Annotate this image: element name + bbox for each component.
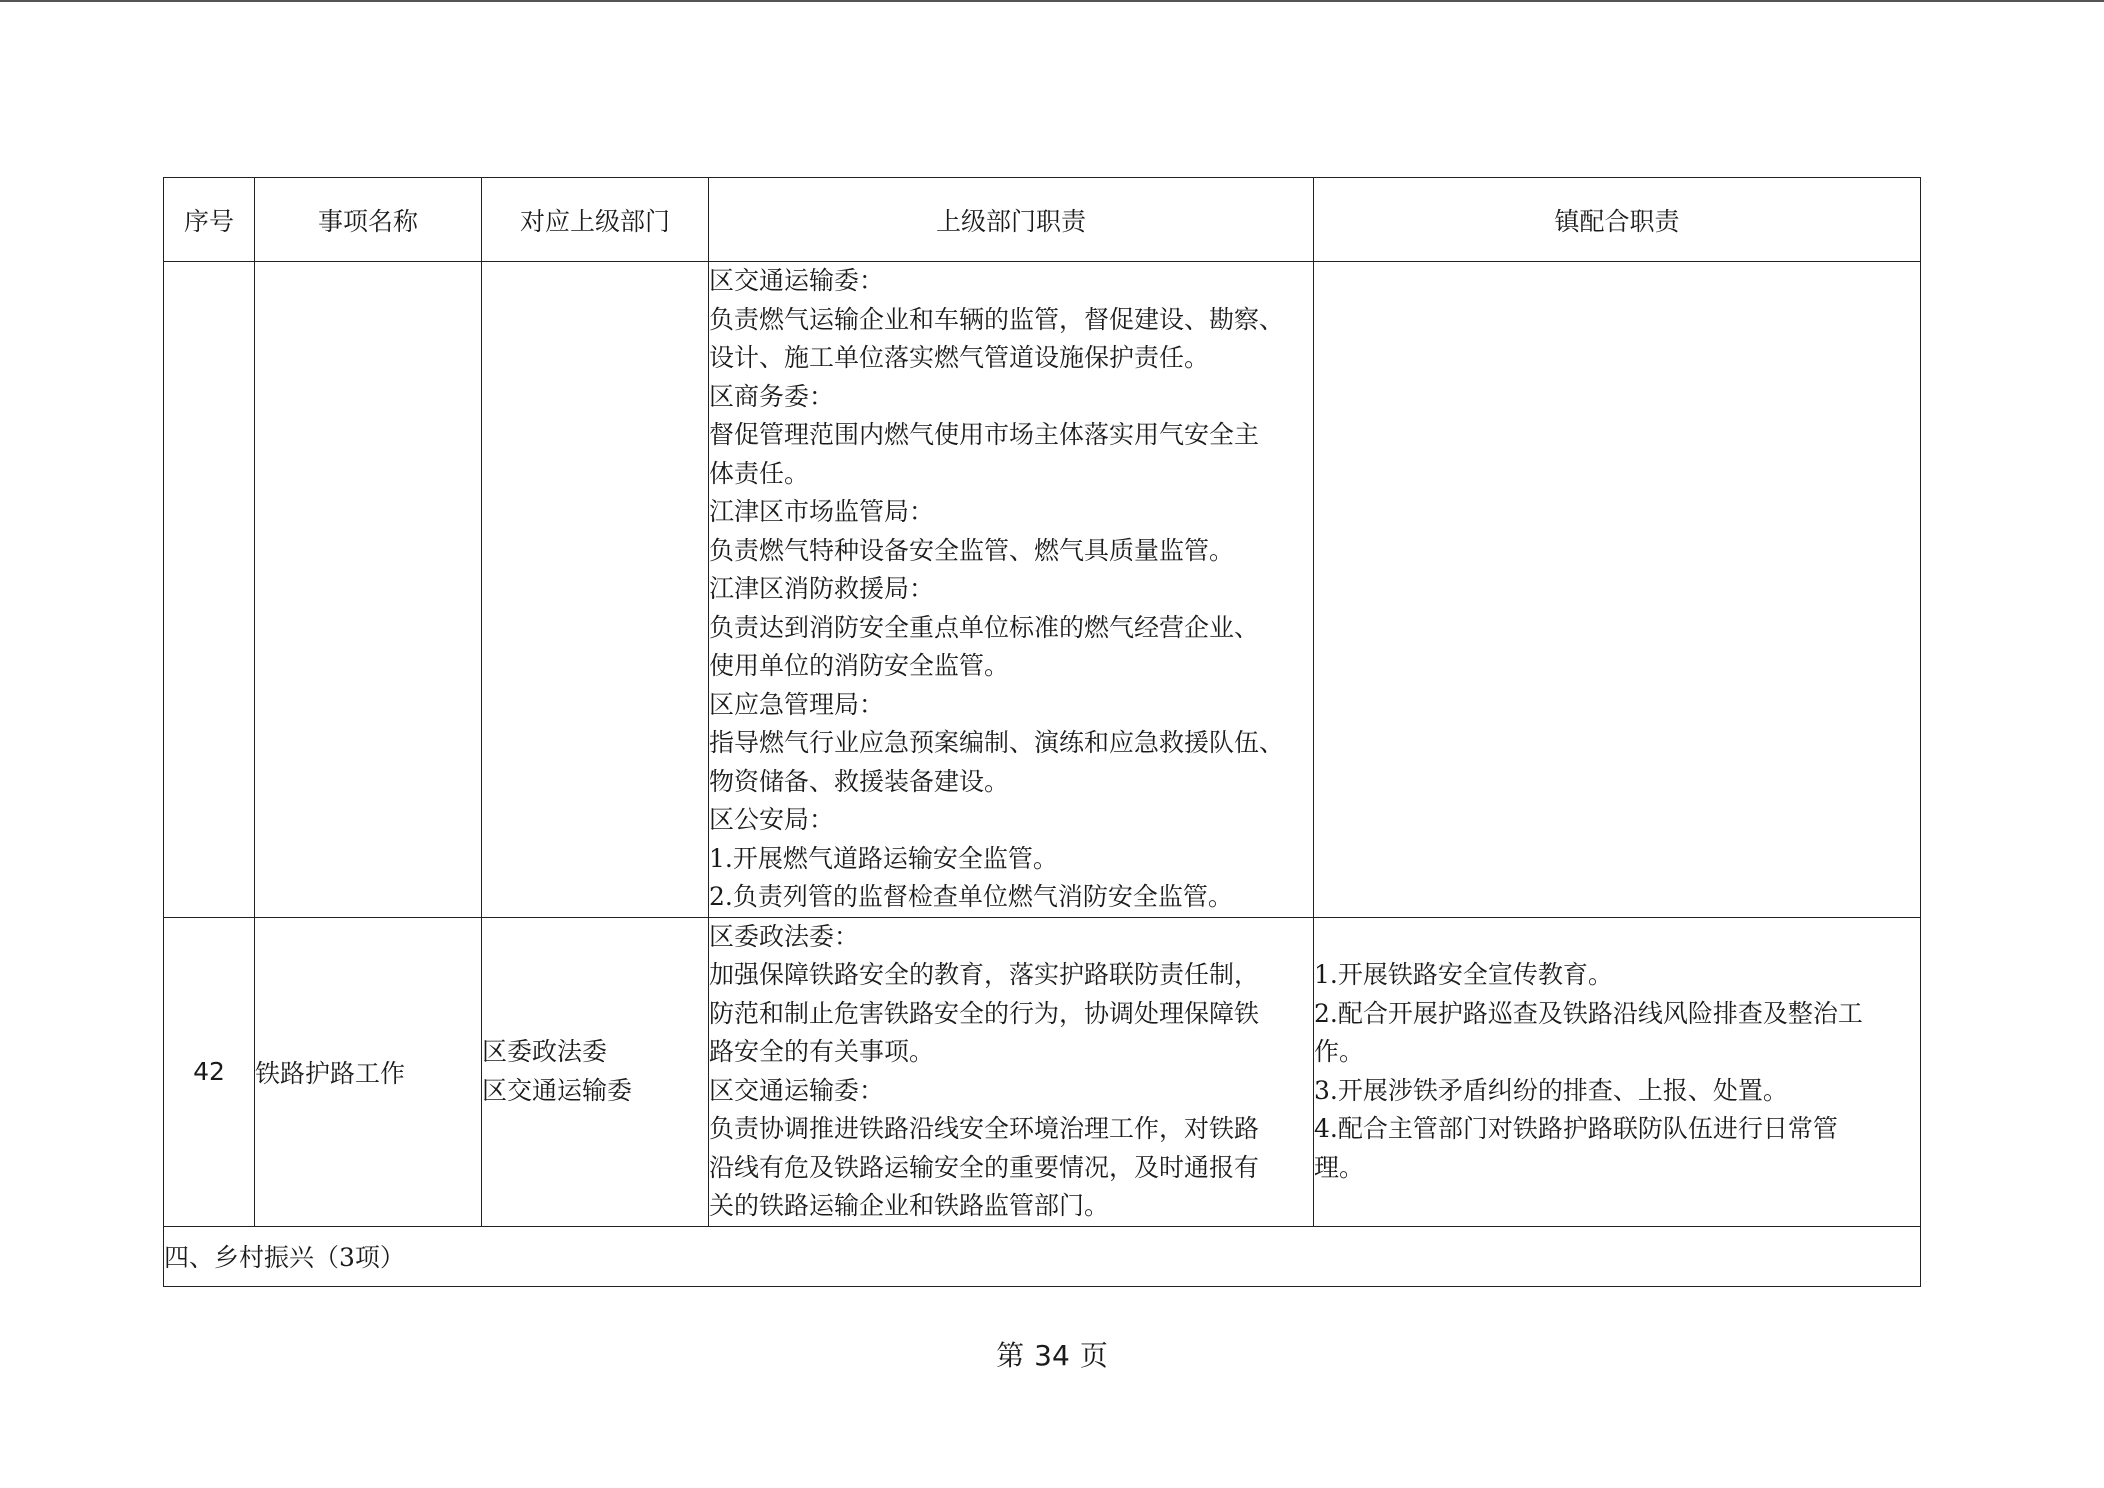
duty-line: 关的铁路运输企业和铁路监管部门。 — [709, 1191, 1110, 1220]
cell-superior-dept — [482, 262, 709, 918]
section-title: 四、乡村振兴（3项） — [164, 1226, 1921, 1286]
cell-item-name: 铁路护路工作 — [255, 917, 482, 1226]
table-row-42 — [164, 917, 1921, 1226]
duty-line: 设计、施工单位落实燃气管道设施保护责任。 — [709, 343, 1210, 372]
duty-line: 1.开展燃气道路运输安全监管。 — [709, 843, 1058, 873]
town-duty-line: 理。 — [1314, 1152, 1365, 1182]
cell-superior-dept — [482, 917, 709, 1226]
duty-line: 防范和制止危害铁路安全的行为，协调处理保障铁 — [709, 998, 1260, 1028]
header-superior-dept: 对应上级部门 — [482, 178, 709, 262]
header-superior-duties: 上级部门职责 — [709, 178, 1314, 262]
duty-line: 负责燃气运输企业和车辆的监管，督促建设、勘察、 — [709, 304, 1285, 334]
cell-superior-duties — [709, 917, 1314, 1226]
duty-line: 2.负责列管的监督检查单位燃气消防安全监管。 — [709, 882, 1233, 911]
duty-line: 区交通运输委： — [709, 266, 885, 295]
dept-line: 区委政法委 — [482, 1037, 608, 1066]
header-town-duties: 镇配合职责 — [1314, 178, 1921, 262]
town-duty-line: 2.配合开展护路巡查及铁路沿线风险排查及整治工 — [1314, 998, 1863, 1028]
town-duty-line: 4.配合主管部门对铁路护路联防队伍进行日常管 — [1314, 1114, 1838, 1143]
table-row-continuation — [164, 262, 1921, 918]
duty-line: 指导燃气行业应急预案编制、演练和应急救援队伍、 — [709, 728, 1285, 757]
duty-line: 督促管理范围内燃气使用市场主体落实用气安全主 — [709, 420, 1260, 449]
duty-line: 江津区市场监管局： — [709, 497, 935, 526]
cell-town-duties — [1314, 917, 1921, 1226]
header-item-name: 事项名称 — [255, 178, 482, 262]
footer-prefix: 第 — [996, 1339, 1025, 1372]
duty-line: 区委政法委： — [709, 921, 860, 951]
page-number: 34 — [1034, 1339, 1070, 1372]
cell-item-name — [255, 262, 482, 918]
table-section-row — [164, 1226, 1921, 1286]
duty-line: 负责协调推进铁路沿线安全环境治理工作，对铁路 — [709, 1114, 1260, 1143]
page-footer — [0, 1334, 2104, 1374]
footer-suffix: 页 — [1079, 1339, 1108, 1372]
duty-line: 江津区消防救援局： — [709, 574, 935, 603]
cell-seq: 42 — [164, 917, 255, 1226]
duty-line: 物资储备、救援装备建设。 — [709, 766, 1010, 796]
duty-line: 体责任。 — [709, 458, 810, 488]
dept-line: 区交通运输委 — [482, 1075, 633, 1105]
cell-superior-duties — [709, 262, 1314, 918]
duty-line: 路安全的有关事项。 — [709, 1037, 935, 1066]
duties-table — [163, 177, 1921, 1287]
table-header-row — [164, 178, 1921, 262]
duty-line: 区交通运输委： — [709, 1075, 885, 1105]
duty-line: 区公安局： — [709, 805, 835, 834]
town-duty-line: 3.开展涉铁矛盾纠纷的排查、上报、处置。 — [1314, 1075, 1788, 1105]
header-seq: 序号 — [164, 178, 255, 262]
town-duty-line: 作。 — [1314, 1037, 1365, 1066]
duty-line: 使用单位的消防安全监管。 — [709, 651, 1010, 680]
duty-line: 负责达到消防安全重点单位标准的燃气经营企业、 — [709, 612, 1260, 642]
duty-line: 沿线有危及铁路运输安全的重要情况，及时通报有 — [709, 1152, 1260, 1182]
duty-line: 加强保障铁路安全的教育，落实护路联防责任制， — [709, 960, 1260, 989]
duty-line: 负责燃气特种设备安全监管、燃气具质量监管。 — [709, 535, 1235, 565]
duty-line: 区应急管理局： — [709, 689, 885, 719]
cell-seq — [164, 262, 255, 918]
town-duty-line: 1.开展铁路安全宣传教育。 — [1314, 960, 1613, 989]
page-top-border — [0, 0, 2104, 2]
duty-line: 区商务委： — [709, 381, 835, 411]
cell-town-duties — [1314, 262, 1921, 918]
